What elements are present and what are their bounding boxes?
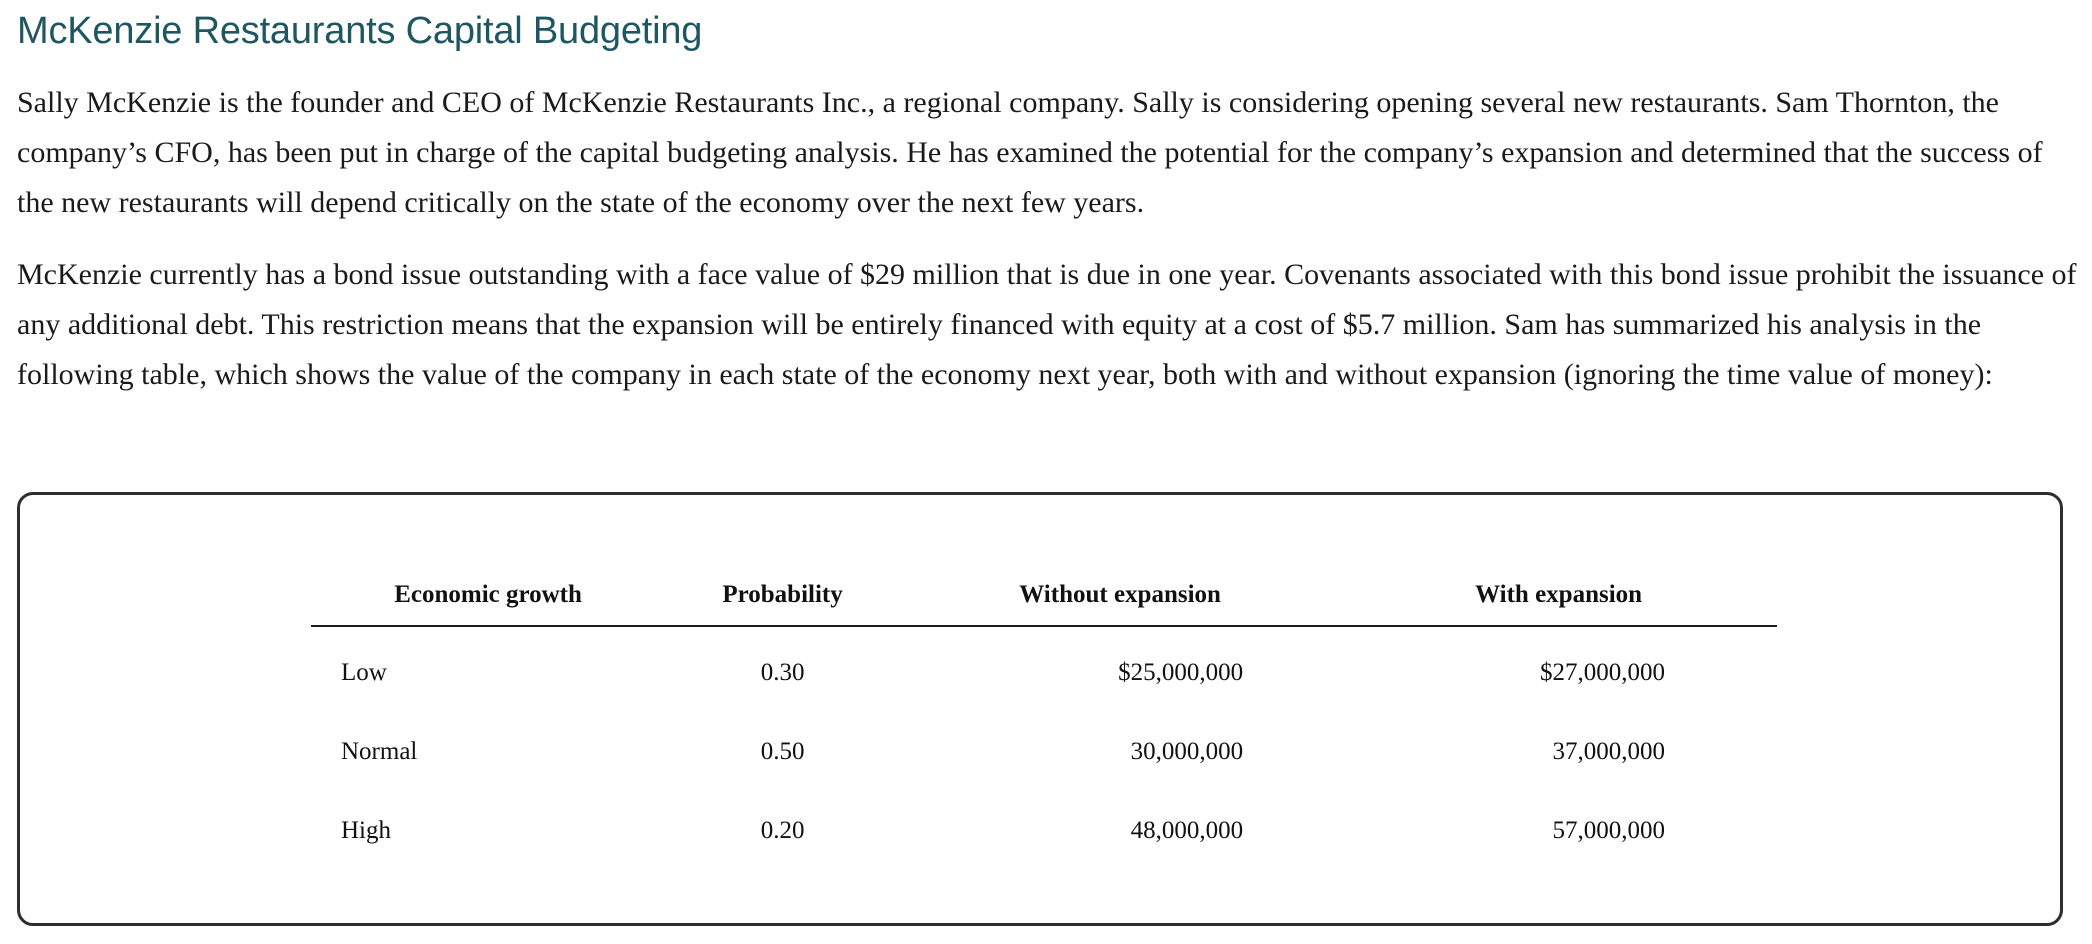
cell-without-expansion: 30,000,000 bbox=[1130, 737, 1244, 765]
cell-growth: Normal bbox=[341, 737, 418, 765]
cell-with-expansion: 57,000,000 bbox=[1552, 816, 1665, 844]
document-page bbox=[17, 0, 2077, 844]
table-container bbox=[17, 492, 2063, 926]
cell-probability: 0.30 bbox=[760, 658, 805, 686]
intro-paragraph: Sally McKenzie is the founder and CEO of McKenzie Restaurants Inc., a regional company. Sally is considering opening several new restaurants. Sam Thornton, the company’s CFO, has been put in charge of the capital budgeting analysis. He has examined the potential for the company’s expansion and determined that the success of the new restaurants will depend critically on the state of the economy over the next few years. bbox=[17, 86, 2043, 219]
cell-without-expansion: $25,000,000 bbox=[1118, 658, 1244, 686]
cell-with-expansion: $27,000,000 bbox=[1540, 658, 1665, 686]
page-title: McKenzie Restaurants Capital Budgeting bbox=[17, 10, 703, 52]
scenario-table bbox=[311, 565, 1777, 870]
header-with-expansion: With expansion bbox=[1340, 565, 1777, 626]
header-without-expansion: Without expansion bbox=[900, 565, 1340, 626]
cell-probability: 0.50 bbox=[760, 737, 805, 765]
cell-with-expansion: 37,000,000 bbox=[1552, 737, 1665, 765]
table-row bbox=[311, 712, 1777, 791]
table-header-row bbox=[311, 565, 1777, 626]
header-economic-growth: Economic growth bbox=[311, 565, 665, 626]
cell-growth: High bbox=[341, 816, 391, 844]
cell-without-expansion: 48,000,000 bbox=[1130, 816, 1244, 844]
bond-paragraph: McKenzie currently has a bond issue outstanding with a face value of $29 million that is due in one year. Covenants associated with this bond issue prohibit the issuance of any additional debt. This restriction means that the expansion will be entirely financed with equity at a cost of $5.7 million. Sam has summarized his analysis in the following table, which shows the value of the company in each state of the economy next year, both with and without expansion (ignoring the time value of money): bbox=[17, 258, 2077, 391]
table-row bbox=[311, 626, 1777, 712]
cell-growth: Low bbox=[341, 658, 387, 686]
header-probability: Probability bbox=[665, 565, 900, 626]
cell-probability: 0.20 bbox=[760, 816, 805, 844]
table-row bbox=[311, 791, 1777, 870]
